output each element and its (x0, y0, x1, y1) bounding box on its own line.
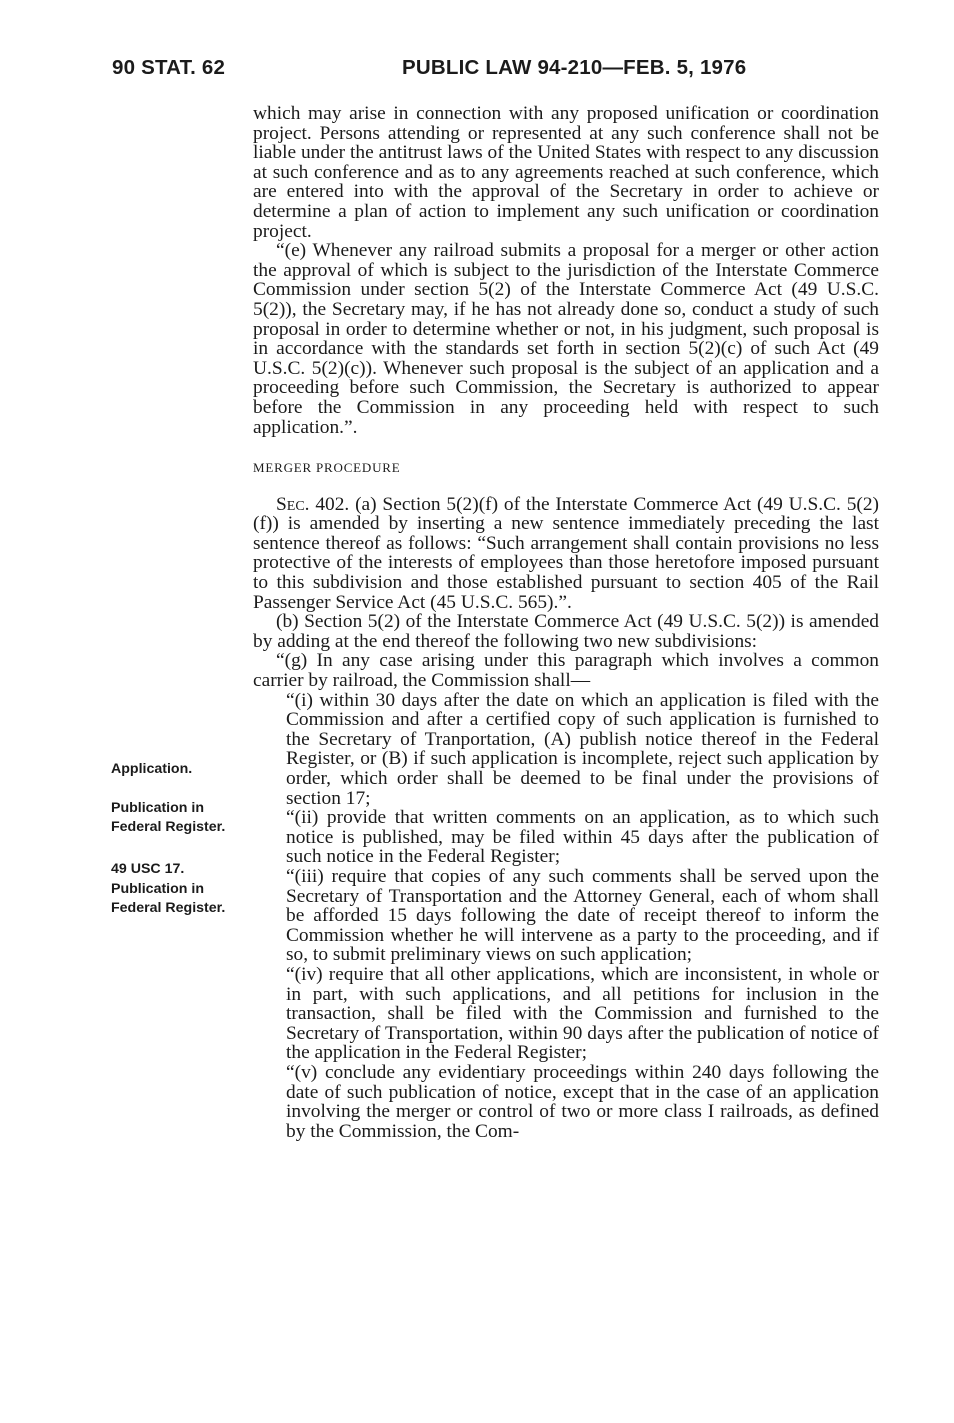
clause-iii: “(iii) require that copies of any such comments shall be served upon the Secretary of Transportation and the Attorney General, each of whom shall be afforded 15 days following the date of receipt thereof to inform the Commission whether he will intervene as a party to the proceeding, and if so, to submit preliminary views on such application; (286, 865, 879, 966)
margin-note-federal-register: Federal Register. (111, 900, 226, 916)
paragraph-subsection-e: “(e) Whenever any railroad submits a proposal for a merger or other action the approval of which is subject to the jurisdiction of the Interstate Commerce Commission under section 5(2) of the Interstate Commerce Act (49 U.S.C. 5(2)), the Secretary may, if he has not already done so, conduct a study of such proposal in order to determine whether or not, in his judgment, such proposal is in accordance with the standards set forth in section 5(2)(c) of such Act (49 U.S.C. 5(2)(c)). Whenever such proposal is the subject of an application and a proceeding before such Commission, the Secretary is authorized to appear before the Commission in any proceeding held with respect to such application.”. (253, 240, 879, 438)
section-label: Sec. (276, 493, 310, 515)
page-title: PUBLIC LAW 94-210—FEB. 5, 1976 (402, 56, 747, 79)
margin-note-usc-citation: 49 USC 17. (111, 861, 185, 877)
section-heading: MERGER PROCEDURE (253, 460, 401, 476)
paragraph-subdivision-g: “(g) In any case arising under this paragraph which involves a common carrier by railroad, the Commission shall— (253, 650, 879, 692)
clause-i: “(i) within 30 days after the date on which an application is filed with the Commission and after a certified copy of such application is furnished to the Secretary of Tranportation, (A) publish notice thereof in the Federal Register, or (B) if such application is incomplete, reject such application by order, which order shall be deemed to be final under the provisions of section 17; (286, 689, 879, 809)
clause-iv: “(iv) require that all other applications, which are inconsistent, in whole or in part, with such applications, and all petitions for inclusion in the transaction, shall be filed with the Commission and furnished to the Secretary of Transportation, within 90 days after the publication of notice of the application in the Federal Register; (286, 963, 879, 1064)
section-402-text: 402. (a) Section 5(2)(f) of the Interstate Commerce Act (49 U.S.C. 5(2)(f)) is amended by inserting a new sentence immediately preceding the last sentence thereof as follows: “Such arrangement shall contain provisions no less protective of the interests of employees than those heretofore imposed pursuant to this subdivision and those established pursuant to section 405 of the Rail Passenger Service Act (45 U.S.C. 565).”. (253, 493, 879, 613)
margin-note-federal-register: Federal Register. (111, 819, 226, 835)
paragraph-sec-402-b: (b) Section 5(2) of the Interstate Commerce Act (49 U.S.C. 5(2)) is amended by adding at the end thereof the following two new subdivisions: (253, 611, 879, 652)
margin-note-publication: Publication in (111, 800, 205, 816)
body-text (253, 104, 879, 1141)
paragraph-sec-402-a (253, 495, 879, 613)
margin-note-publication: Publication in (111, 881, 205, 897)
clause-v: “(v) conclude any evidentiary proceedings within 240 days following the date of such publication of notice, except that in the case of an application involving the merger or control of two or more class I railroads, as defined by the Commission, the Com- (286, 1061, 879, 1142)
stat-reference: 90 STAT. 62 (112, 56, 226, 79)
margin-note-application: Application. (111, 761, 193, 777)
paragraph-conference-antitrust: which may arise in connection with any proposed unification or coordination project. Persons attending or represented at any such conference shall not be liable under the antitrust laws of the United States with respect to any discussion at such conference and as to any agreements reached at such conference, which are entered into with the approval of the Secretary in order to achieve or determine a plan of action to implement any such unification or coordination project. (253, 103, 879, 242)
clause-ii: “(ii) provide that written comments on an application, as to which such notice is published, may be filed within 45 days after the publication of such notice in the Federal Register; (286, 807, 879, 868)
